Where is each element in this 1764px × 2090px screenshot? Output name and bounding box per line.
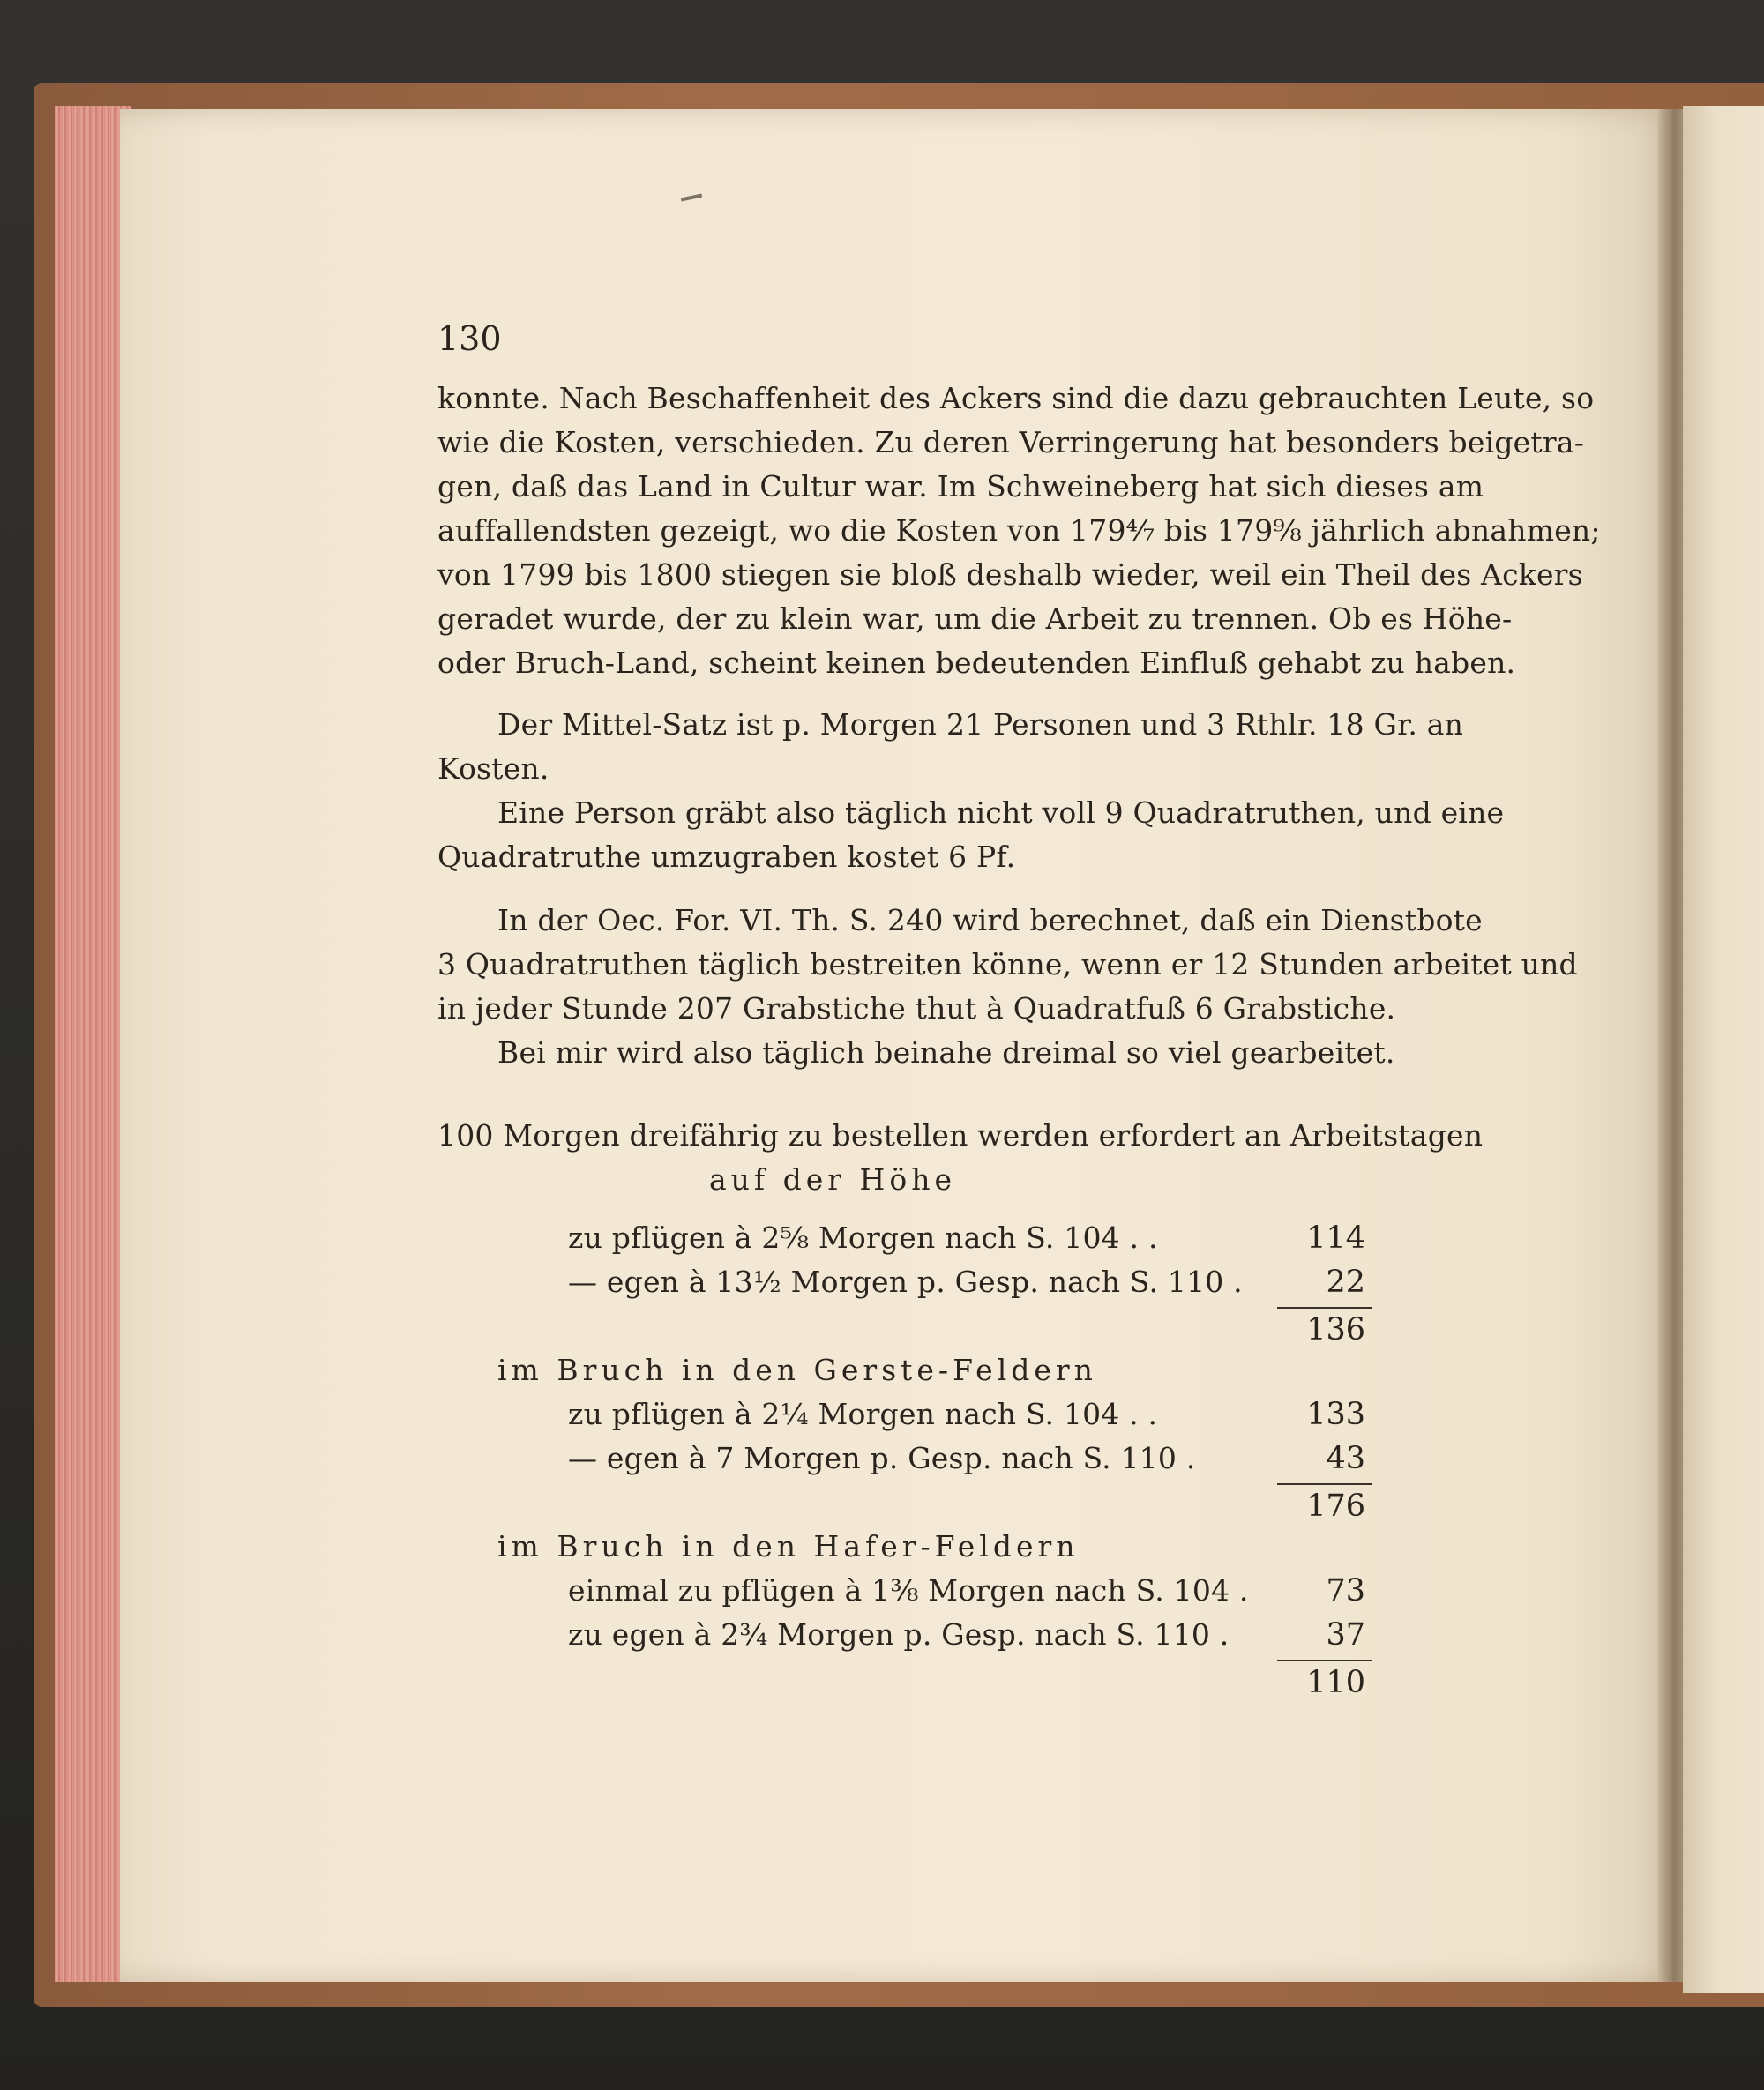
- text-line: auffallendsten gezeigt, wo die Kosten von 179⁴⁄₇ bis 179⁹⁄₈ jährlich abnahmen;: [437, 513, 1601, 548]
- table-row-label: zu pflügen à 2⁵⁄₈ Morgen nach S. 104 . .: [568, 1220, 1158, 1255]
- sum-rule: [1277, 1307, 1372, 1309]
- page-number: 130: [437, 319, 502, 358]
- table-row-value: 133: [1306, 1397, 1365, 1432]
- section-title: auf der Höhe: [709, 1162, 956, 1197]
- text-line: 3 Quadratruthen täglich bestreiten könne, wenn er 12 Stunden arbeitet und: [437, 947, 1578, 982]
- sum-rule: [1277, 1483, 1372, 1485]
- section-title: im Bruch in den Gerste-Feldern: [497, 1353, 1097, 1387]
- section-title: im Bruch in den Hafer-Feldern: [497, 1529, 1080, 1564]
- table-row-value: 73: [1326, 1573, 1365, 1609]
- table-row-label: — egen à 13½ Morgen p. Gesp. nach S. 110 .: [568, 1265, 1243, 1299]
- text-line: konnte. Nach Beschaffenheit des Ackers sind die dazu gebrauchten Leute, so: [437, 381, 1595, 415]
- text-line: von 1799 bis 1800 stiegen sie bloß deshalb wieder, weil ein Theil des Ackers: [437, 557, 1583, 592]
- section-total: 176: [1306, 1489, 1365, 1524]
- table-row-label: zu egen à 2¾ Morgen p. Gesp. nach S. 110 .: [568, 1617, 1230, 1652]
- table-row-label: — egen à 7 Morgen p. Gesp. nach S. 110 .: [568, 1441, 1196, 1475]
- table-row-value: 37: [1326, 1617, 1365, 1653]
- text-line: Eine Person gräbt also täglich nicht voll 9 Quadratruthen, und eine: [497, 795, 1505, 830]
- text-line: Quadratruthe umzugraben kostet 6 Pf.: [437, 840, 1016, 874]
- text-line: in jeder Stunde 207 Grabstiche thut à Quadratfuß 6 Grabstiche.: [437, 991, 1396, 1026]
- section-total: 110: [1306, 1665, 1365, 1700]
- text-line: geradet wurde, der zu klein war, um die Arbeit zu trennen. Ob es Höhe-: [437, 601, 1513, 636]
- table-row-label: einmal zu pflügen à 1⅜ Morgen nach S. 104 .: [568, 1573, 1249, 1608]
- table-row-value: 22: [1326, 1265, 1365, 1300]
- table-heading: 100 Morgen dreifährig zu bestellen werden erfordert an Arbeitstagen: [437, 1118, 1484, 1153]
- table-row-value: 43: [1326, 1441, 1365, 1476]
- text-line: Kosten.: [437, 751, 549, 786]
- text-line: gen, daß das Land in Cultur war. Im Schweineberg hat sich dieses am: [437, 469, 1484, 504]
- text-line: In der Oec. For. VI. Th. S. 240 wird berechnet, daß ein Dienstbote: [497, 903, 1483, 937]
- text-line: Bei mir wird also täglich beinahe dreimal so viel gearbeitet.: [497, 1035, 1395, 1070]
- text-line: wie die Kosten, verschieden. Zu deren Verringerung hat besonders beigetra-: [437, 425, 1585, 459]
- table-row-value: 114: [1306, 1220, 1365, 1256]
- text-line: Der Mittel-Satz ist p. Morgen 21 Personen und 3 Rthlr. 18 Gr. an: [497, 707, 1464, 742]
- section-total: 136: [1306, 1312, 1365, 1347]
- facing-page: [1683, 106, 1764, 1993]
- text-line: oder Bruch-Land, scheint keinen bedeutenden Einfluß gehabt zu haben.: [437, 646, 1516, 680]
- sum-rule: [1277, 1660, 1372, 1661]
- table-row-label: zu pflügen à 2¼ Morgen nach S. 104 . .: [568, 1397, 1158, 1431]
